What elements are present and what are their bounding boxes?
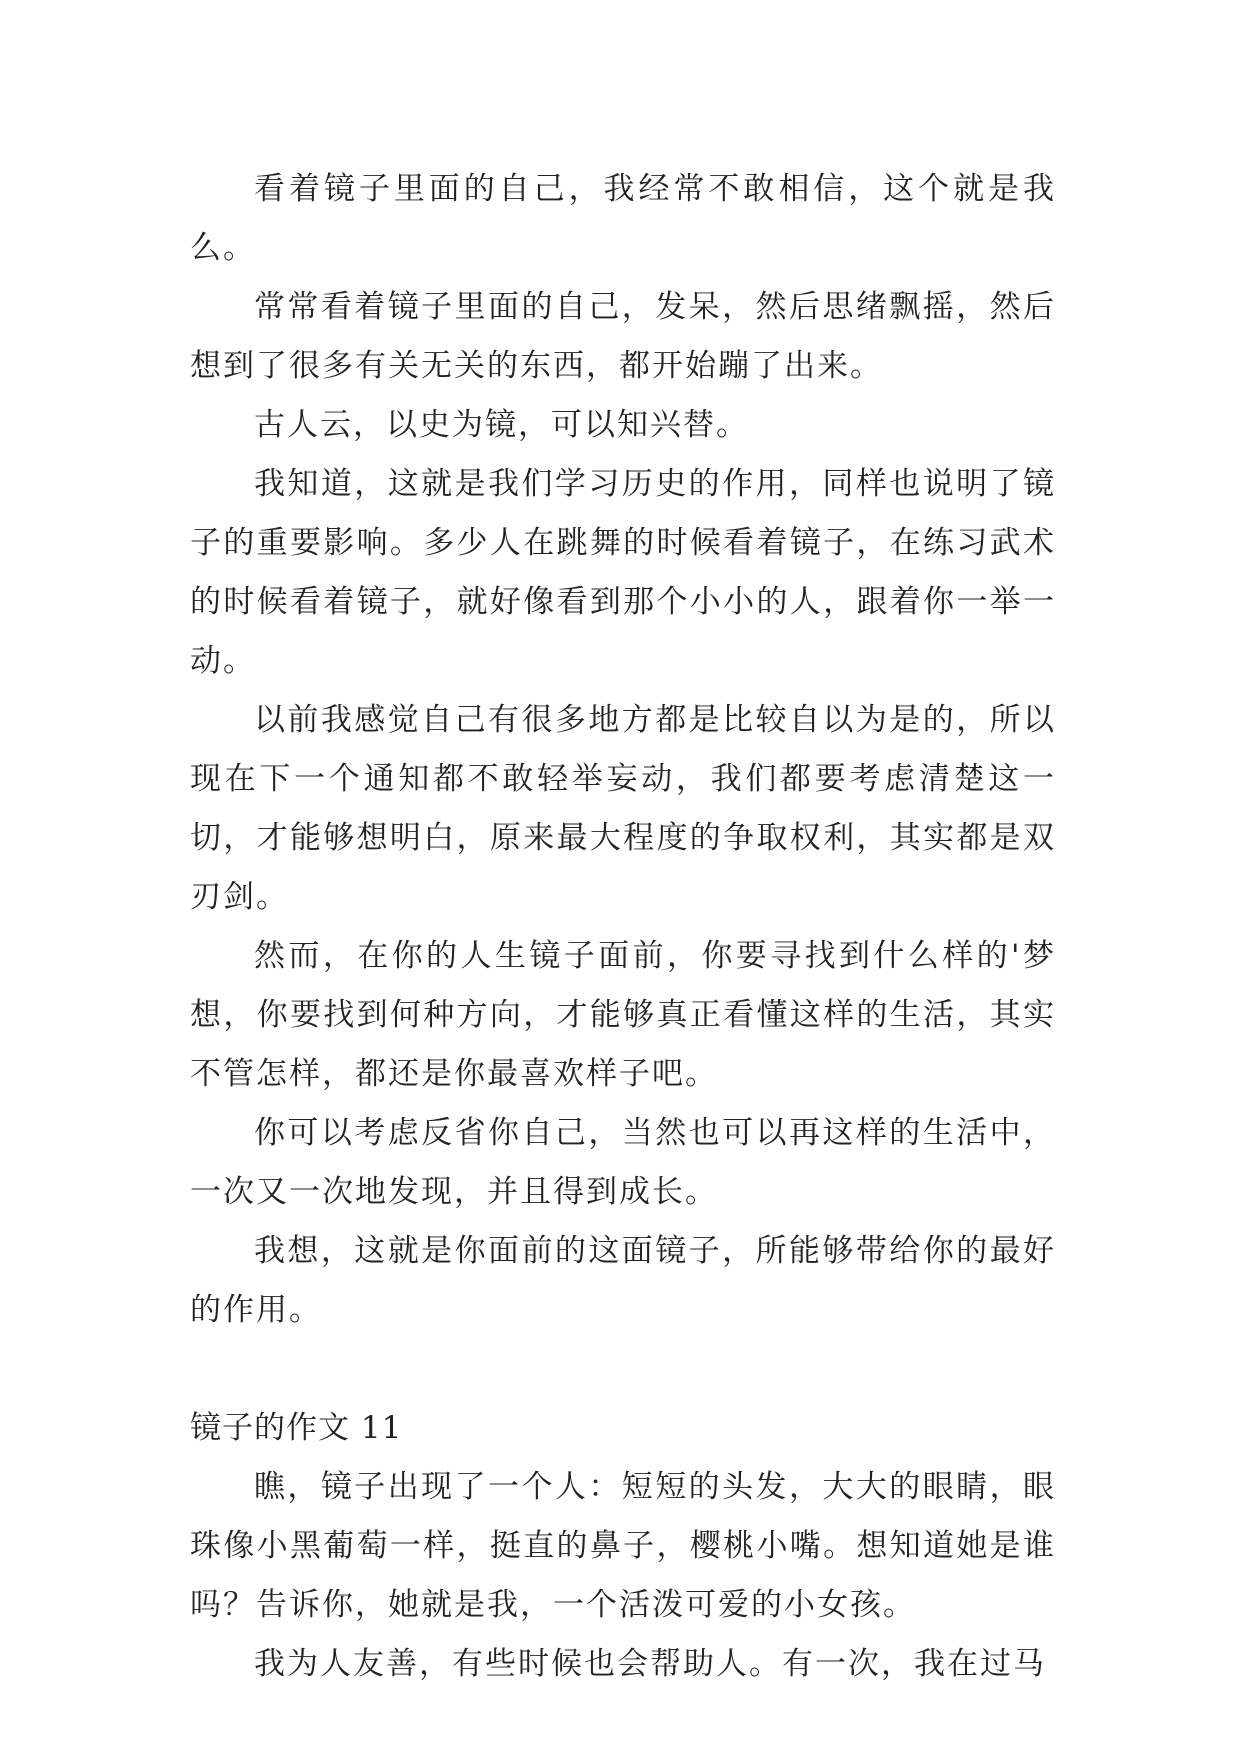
paragraph: 然而，在你的人生镜子面前，你要寻找到什么样的'梦想，你要找到何种方向，才能够真正看懂这样的生活，其实不管怎样，都还是你最喜欢样子吧。 [190, 938, 1056, 1092]
paragraph: 瞧，镜子出现了一个人：短短的头发，大大的眼睛，眼珠像小黑葡萄一样，挺直的鼻子，樱桃小嘴。想知道她是谁吗？告诉你，她就是我，一个活泼可爱的小女孩。 [190, 1469, 1056, 1623]
paragraph: 你可以考虑反省你自己，当然也可以再这样的生活中，一次又一次地发现，并且得到成长。 [190, 1115, 1056, 1210]
paragraph: 我知道，这就是我们学习历史的作用，同样也说明了镜子的重要影响。多少人在跳舞的时候看着镜子，在练习武术的时候看着镜子，就好像看到那个小小的人，跟着你一举一动。 [190, 466, 1056, 679]
paragraph: 我想，这就是你面前的这面镜子，所能够带给你的最好的作用。 [190, 1233, 1056, 1328]
section-title: 镜子的作文 11 [190, 1410, 403, 1446]
document-body [190, 160, 1056, 1694]
paragraph: 以前我感觉自己有很多地方都是比较自以为是的，所以现在下一个通知都不敢轻举妄动，我们都要考虑清楚这一切，才能够想明白，原来最大程度的争取权利，其实都是双刃剑。 [190, 702, 1056, 915]
paragraph: 常常看着镜子里面的自己，发呆，然后思绪飘摇，然后想到了很多有关无关的东西，都开始蹦了出来。 [190, 289, 1056, 384]
paragraph: 我为人友善，有些时候也会帮助人。有一次，我在过马 [254, 1646, 1046, 1682]
paragraph: 看着镜子里面的自己，我经常不敢相信，这个就是我么。 [190, 171, 1056, 266]
paragraph: 古人云，以史为镜，可以知兴替。 [254, 407, 749, 443]
